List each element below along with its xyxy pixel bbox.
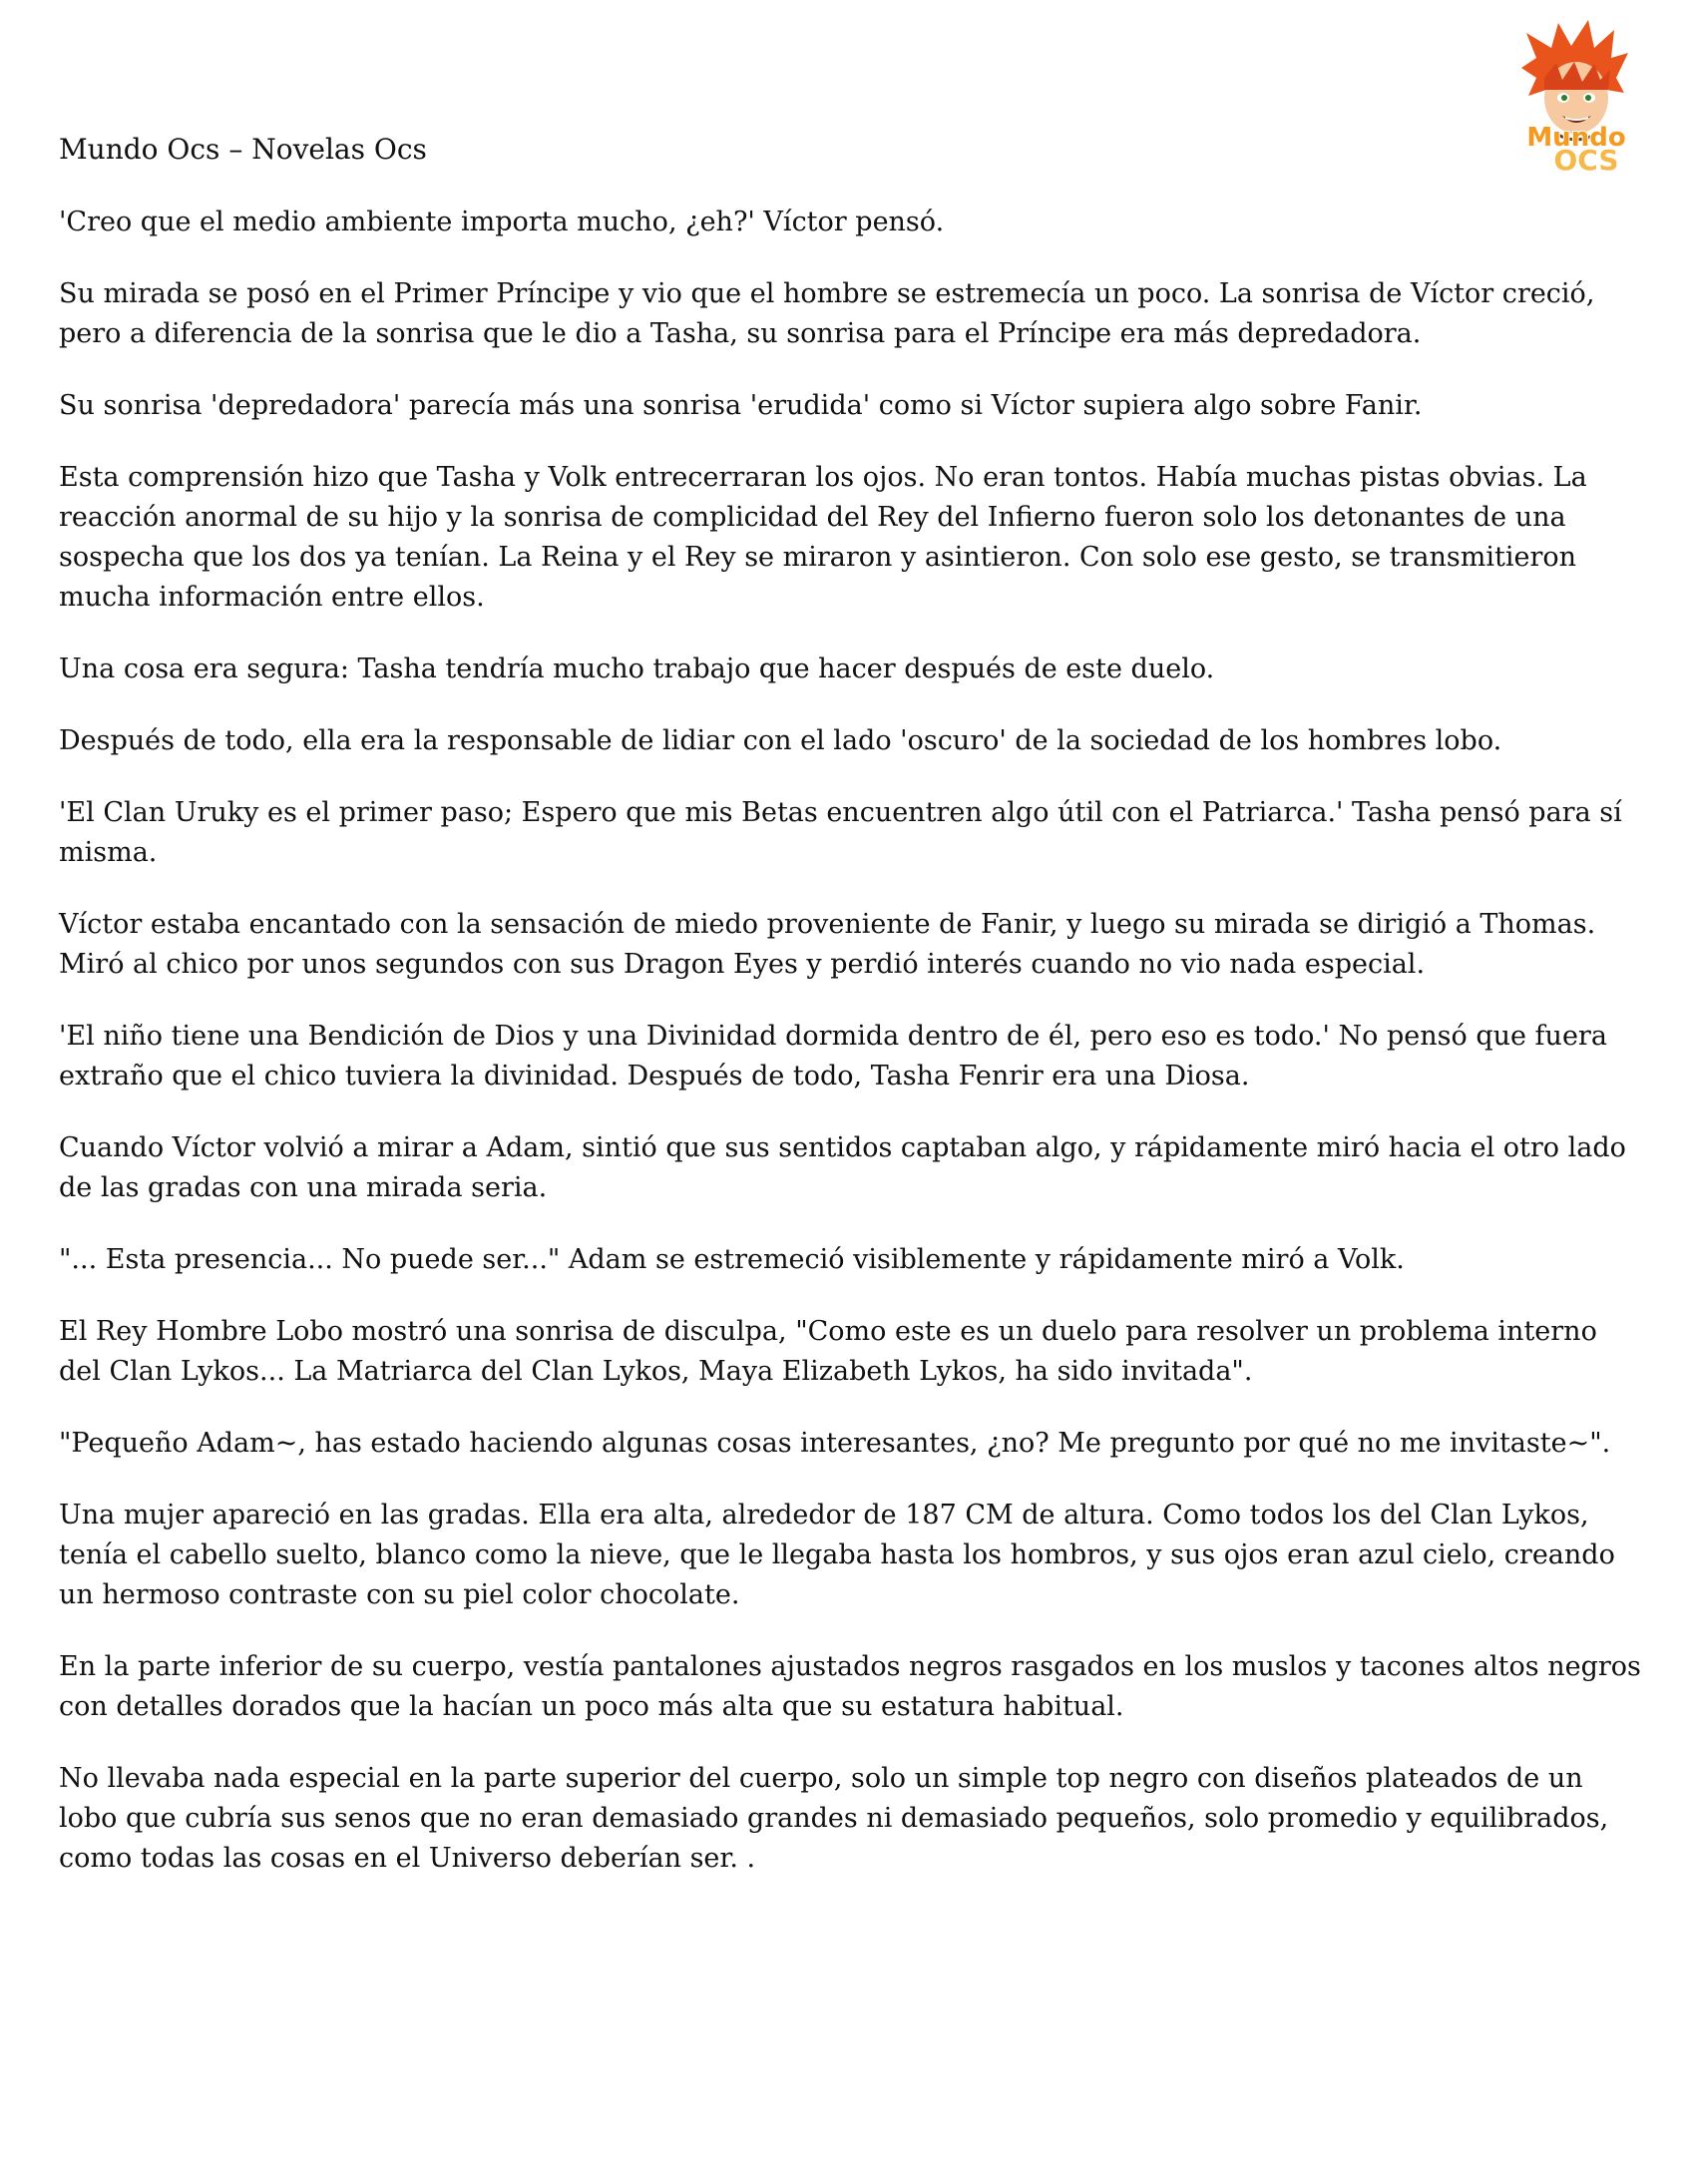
paragraph: Cuando Víctor volvió a mirar a Adam, sintió que sus sentidos captaban algo, y rápidamente miró hacia el otro lado de las gradas con una mirada seria. (59, 1132, 1626, 1203)
paragraph: Víctor estaba encantado con la sensación de miedo proveniente de Fanir, y luego su mirada se dirigió a Thomas. Miró al chico por unos segundos con sus Dragon Eyes y perdió interés cuando no vio nada especial. (59, 909, 1596, 980)
chapter-body (59, 203, 1645, 1911)
paragraph: "Pequeño Adam~, has estado haciendo algunas cosas interesantes, ¿no? Me pregunto por qué no me invitaste~". (59, 1428, 1611, 1459)
paragraph: No llevaba nada especial en la parte superior del cuerpo, solo un simple top negro con diseños plateados de un lobo que cubría sus senos que no eran demasiado grandes ni demasiado pequeños, solo promedio y equilibrados, como todas las cosas en el Universo deberían ser. . (59, 1763, 1609, 1874)
paragraph: 'Creo que el medio ambiente importa mucho, ¿eh?' Víctor pensó. (59, 207, 945, 237)
paragraph: El Rey Hombre Lobo mostró una sonrisa de disculpa, "Como este es un duelo para resolver un problema interno del Clan Lykos... La Matriarca del Clan Lykos, Maya Elizabeth Lykos, ha sido invitada". (59, 1316, 1597, 1387)
paragraph: "... Esta presencia... No puede ser..." Adam se estremeció visiblemente y rápidamente miró a Volk. (59, 1244, 1405, 1275)
mundo-ocs-logo-icon (1496, 18, 1656, 178)
paragraph: Una mujer apareció en las gradas. Ella era alta, alrededor de 187 CM de altura. Como todos los del Clan Lykos, tenía el cabello suelto, blanco como la nieve, que le llegaba hasta los hombros, y sus ojos eran azul cielo, creando un hermoso contraste con su piel color chocolate. (59, 1500, 1615, 1610)
paragraph: Una cosa era segura: Tasha tendría mucho trabajo que hacer después de este duelo. (59, 654, 1215, 684)
paragraph: 'El niño tiene una Bendición de Dios y una Divinidad dormida dentro de él, pero eso es todo.' No pensó que fuera extraño que el chico tuviera la divinidad. Después de todo, Tasha Fenrir era una Diosa. (59, 1021, 1607, 1092)
svg-text:OCS: OCS (1553, 144, 1619, 177)
paragraph: Esta comprensión hizo que Tasha y Volk entrecerraran los ojos. No eran tontos. Había muchas pistas obvias. La reacción anormal de su hijo y la sonrisa de complicidad del Rey del Infierno fueron solo los detonantes de una sospecha que los dos ya tenían. La Reina y el Rey se miraron y asintieron. Con solo ese gesto, se transmitieron mucha información entre ellos. (59, 462, 1587, 613)
paragraph: 'El Clan Uruky es el primer paso; Espero que mis Betas encuentren algo útil con el Patriarca.' Tasha pensó para sí misma. (59, 797, 1622, 868)
paragraph: Su mirada se posó en el Primer Príncipe y vio que el hombre se estremecía un poco. La sonrisa de Víctor creció, pero a diferencia de la sonrisa que le dio a Tasha, su sonrisa para el Príncipe era más depredadora. (59, 278, 1595, 349)
document-header: Mundo Ocs – Novelas Ocs (59, 133, 427, 166)
paragraph: Su sonrisa 'depredadora' parecía más una sonrisa 'erudida' como si Víctor supiera algo sobre Fanir. (59, 390, 1423, 421)
paragraph: Después de todo, ella era la responsable de lidiar con el lado 'oscuro' de la sociedad de los hombres lobo. (59, 725, 1502, 756)
svg-text:Mundo: Mundo (1526, 123, 1626, 153)
paragraph: En la parte inferior de su cuerpo, vestía pantalones ajustados negros rasgados en los muslos y tacones altos negros con detalles dorados que la hacían un poco más alta que su estatura habitual. (59, 1651, 1641, 1722)
